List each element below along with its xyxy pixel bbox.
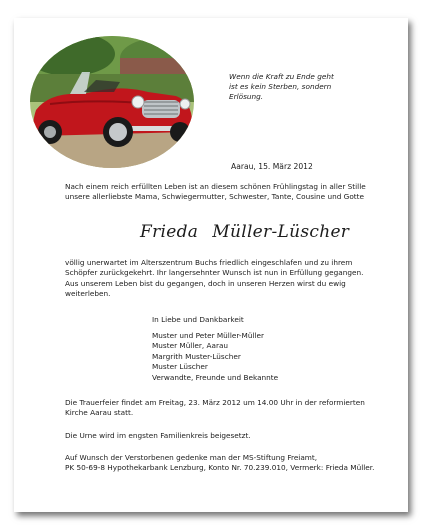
mourners-heading: In Liebe und Dankbarkeit (152, 315, 244, 324)
mourner-name: Muster Lüscher (152, 362, 208, 372)
intro-paragraph (65, 182, 366, 203)
mourner-name: Muster Müller, Aarau (152, 341, 229, 351)
donation-paragraph (65, 453, 374, 474)
quote-line: Erlösung. (229, 92, 264, 101)
text-line: unsere allerliebste Mama, Schwiegermutter, Schwester, Tante, Cousine und Gotte (65, 192, 364, 202)
text-line: Die Trauerfeier findet am Freitag, 23. März 2012 um 14.00 Uhr in der reformierten (65, 398, 365, 407)
mourner-name: Verwandte, Freunde und Bekannte (152, 372, 279, 382)
deceased-last-name: Müller-Lüscher (212, 222, 350, 242)
text-line: Kirche Aarau statt. (65, 408, 134, 418)
text-line: weiterleben. (65, 289, 111, 299)
text-line: Die Urne wird im engsten Familienkreis beigesetzt. (65, 431, 251, 440)
vintage-car-photo (30, 36, 194, 168)
funeral-paragraph (65, 398, 365, 419)
deceased-first-name: Frieda (140, 222, 199, 242)
deceased-name (140, 222, 349, 242)
mourner-name: Margrith Muster-Lüscher (152, 351, 241, 361)
quote (229, 72, 379, 102)
text-line: PK 50-69-8 Hypothekarbank Lenzburg, Konto Nr. 70.239.010, Vermerk: Frieda Müller. (65, 463, 375, 473)
text-line: Schöpfer zurückgekehrt. Ihr langersehnter Wunsch ist nun in Erfüllung gegangen. (65, 268, 364, 278)
text-line: Aus unserem Leben bist du gegangen, doch in unseren Herzen wirst du ewig (65, 278, 346, 288)
text-line: Auf Wunsch der Verstorbenen gedenke man der MS-Stiftung Freiamt, (65, 453, 318, 462)
mourner-name: Muster und Peter Müller-Müller (152, 331, 264, 340)
quote-line: ist es kein Sterben, sondern (229, 82, 332, 91)
text-line: völlig unerwartet im Alterszentrum Buchs friedlich eingeschlafen und zu ihrem (65, 258, 353, 267)
passing-paragraph (65, 258, 363, 300)
quote-line: Wenn die Kraft zu Ende geht (229, 72, 334, 81)
place-date: Aarau, 15. März 2012 (231, 162, 313, 171)
burial-paragraph (65, 431, 251, 441)
text-line: Nach einem reich erfüllten Leben ist an diesem schönen Frühlingstag in aller Stille (65, 182, 366, 191)
mourners-list (152, 331, 278, 383)
